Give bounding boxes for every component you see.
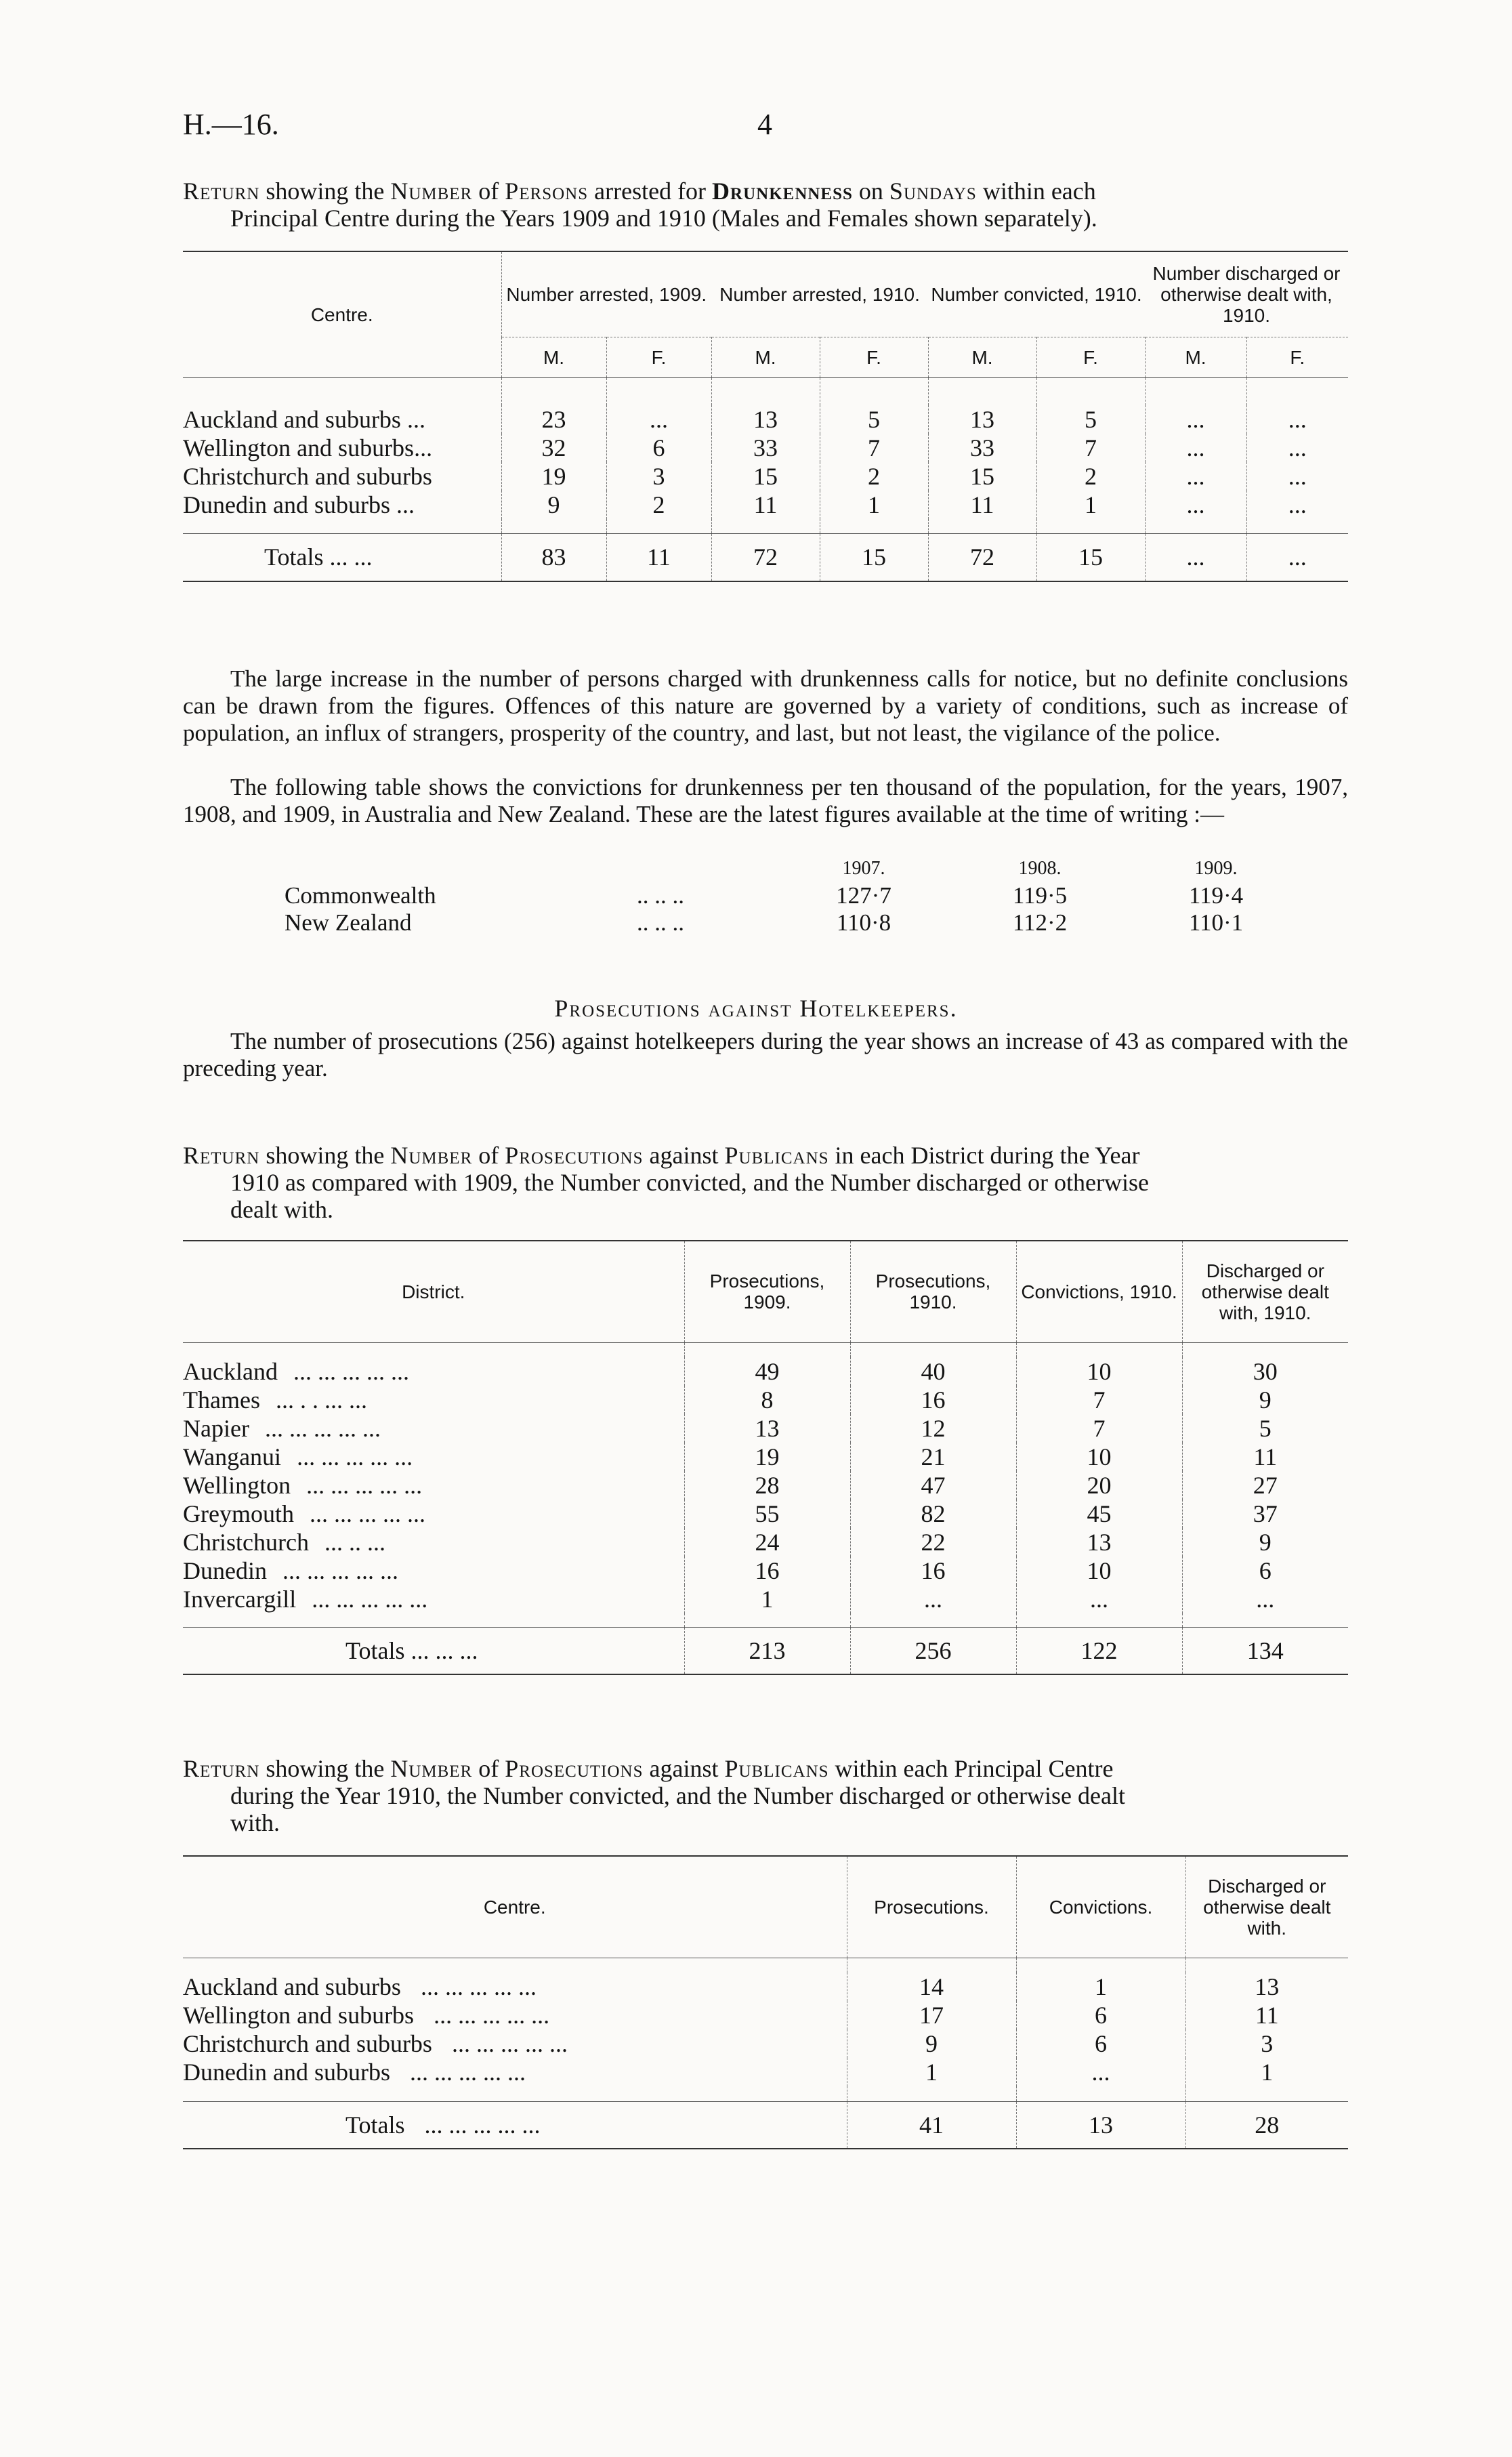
district-prosecutions-table: [183, 1240, 1348, 1675]
col-convictions: Convictions.: [1016, 1856, 1185, 1958]
year-1909: 1909.: [1194, 858, 1238, 879]
table-row: Auckland and suburbs ... 23 ... 13 5 13 5 ... ...: [183, 405, 1348, 434]
table-row: Invercargill ... ... ... ... ... 1 ... ... ...: [183, 1585, 1348, 1613]
col-m: M.: [1145, 337, 1246, 378]
totals-row: Totals ... ... ... ... ... 41 13 28: [183, 2101, 1348, 2149]
table-row: Dunedin ... ... ... ... ... 16 16 10 6: [183, 1556, 1348, 1585]
col-convictions-1910: Convictions, 1910.: [1016, 1241, 1182, 1342]
table-row: Wellington ... ... ... ... ... 28 47 20 27: [183, 1471, 1348, 1500]
col-centre: Centre.: [310, 304, 373, 325]
centre-prosecutions-table: [183, 1855, 1348, 2149]
table-row: Christchurch ... .. ... 24 22 13 9: [183, 1528, 1348, 1556]
col-f: F.: [606, 337, 711, 378]
totals-row: Totals ... ... ... 213 256 122 134: [183, 1627, 1348, 1674]
table-row: Dunedin and suburbs ... 9 2 11 1 11 1 ... ...: [183, 491, 1348, 519]
col-m: M.: [928, 337, 1036, 378]
table-row: Dunedin and suburbs ... ... ... ... ... 1 ... 1: [183, 2058, 1348, 2086]
paragraph-prosecutions: The number of prosecutions (256) against hotelkeepers during the year shows an increase of 43 as compared with the preceding year.: [183, 1028, 1348, 1081]
table-row: Wellington and suburbs ... ... ... ... ... 17 6 11: [183, 2001, 1348, 2029]
col-convicted-1910: Number convicted, 1910.: [931, 284, 1142, 305]
table-row: Commonwealth .. .. .. 127·7 119·5 119·4: [285, 882, 1244, 909]
table-row: Auckland ... ... ... ... ... 49 40 10 30: [183, 1357, 1348, 1386]
col-f: F.: [820, 337, 928, 378]
paragraph-drunkenness-increase: The large increase in the number of persons charged with drunkenness calls for notice, but no definite conclusions can be drawn from the figures. Offences of this nature are governed by a variety of conditions, such as increase of population, an influx of strangers, prosperity of the country, and last, but not least, the vigilance of the police.: [183, 665, 1348, 746]
table1-title: Return showing the Number of Persons arrested for Drunkenness on Sundays within each Principal Centre during the Years 1909 and 1910 (Males and Females shown separately).: [183, 178, 1097, 232]
col-discharged-1910: Discharged or otherwise dealt with, 1910.: [1182, 1241, 1348, 1342]
totals-row: Totals ... ... 83 11 72 15 72 15 ... ...: [183, 534, 1348, 581]
col-prosecutions-1909: Prosecutions, 1909.: [684, 1241, 850, 1342]
col-centre: Centre.: [483, 1896, 546, 1918]
col-district: District.: [402, 1281, 465, 1302]
col-m: M.: [711, 337, 820, 378]
col-f: F.: [1246, 337, 1348, 378]
table3-title: Return showing the Number of Prosecutions against Publicans within each Principal Centre during the Year 1910, the Number convicted, and the Number discharged or otherwise dealt with.: [183, 1755, 1125, 1836]
col-prosecutions-1910: Prosecutions, 1910.: [850, 1241, 1016, 1342]
page-number: 4: [757, 108, 772, 141]
convictions-rate-table: [285, 855, 1301, 936]
table-row: New Zealand .. .. .. 110·8 112·2 110·1: [285, 909, 1244, 936]
table-row: Wellington and suburbs... 32 6 33 7 33 7 ... ...: [183, 434, 1348, 462]
col-arrested-1909: Number arrested, 1909.: [501, 251, 711, 337]
table-row: Christchurch and suburbs ... ... ... ... ... 9 6 3: [183, 2029, 1348, 2058]
year-1907: 1907.: [842, 858, 885, 879]
table-row: Greymouth ... ... ... ... ... 55 82 45 37: [183, 1500, 1348, 1528]
col-prosecutions: Prosecutions.: [847, 1856, 1016, 1958]
table-row: Christchurch and suburbs 19 3 15 2 15 2 ... ...: [183, 462, 1348, 491]
year-1908: 1908.: [1018, 858, 1062, 879]
section-heading: Prosecutions against Hotelkeepers.: [554, 995, 958, 1022]
table2-title: Return showing the Number of Prosecutions against Publicans in each District during the Year 1910 as compared with 1909, the Number convicted, and the Number discharged or otherwise dealt with.: [183, 1142, 1149, 1223]
col-f: F.: [1036, 337, 1145, 378]
table-row: Auckland and suburbs ... ... ... ... ... 14 1 13: [183, 1973, 1348, 2001]
col-discharged: Discharged or otherwise dealt with.: [1185, 1856, 1348, 1958]
table-row: Wanganui ... ... ... ... ... 19 21 10 11: [183, 1443, 1348, 1471]
sunday-drunkenness-table: [183, 251, 1348, 582]
col-m: M.: [501, 337, 606, 378]
col-arrested-1910: Number arrested, 1910.: [719, 284, 920, 305]
col-discharged-1910: Number discharged or otherwise dealt with, 1910.: [1152, 263, 1341, 326]
table-row: Napier ... ... ... ... ... 13 12 7 5: [183, 1414, 1348, 1443]
table-row: Thames ... . . ... ... 8 16 7 9: [183, 1386, 1348, 1414]
paragraph-convictions-rate: The following table shows the convictions for drunkenness per ten thousand of the population, for the years, 1907, 1908, and 1909, in Australia and New Zealand. These are the latest figures available at the time of writing :—: [183, 774, 1348, 827]
document-code: H.—16.: [183, 108, 279, 141]
